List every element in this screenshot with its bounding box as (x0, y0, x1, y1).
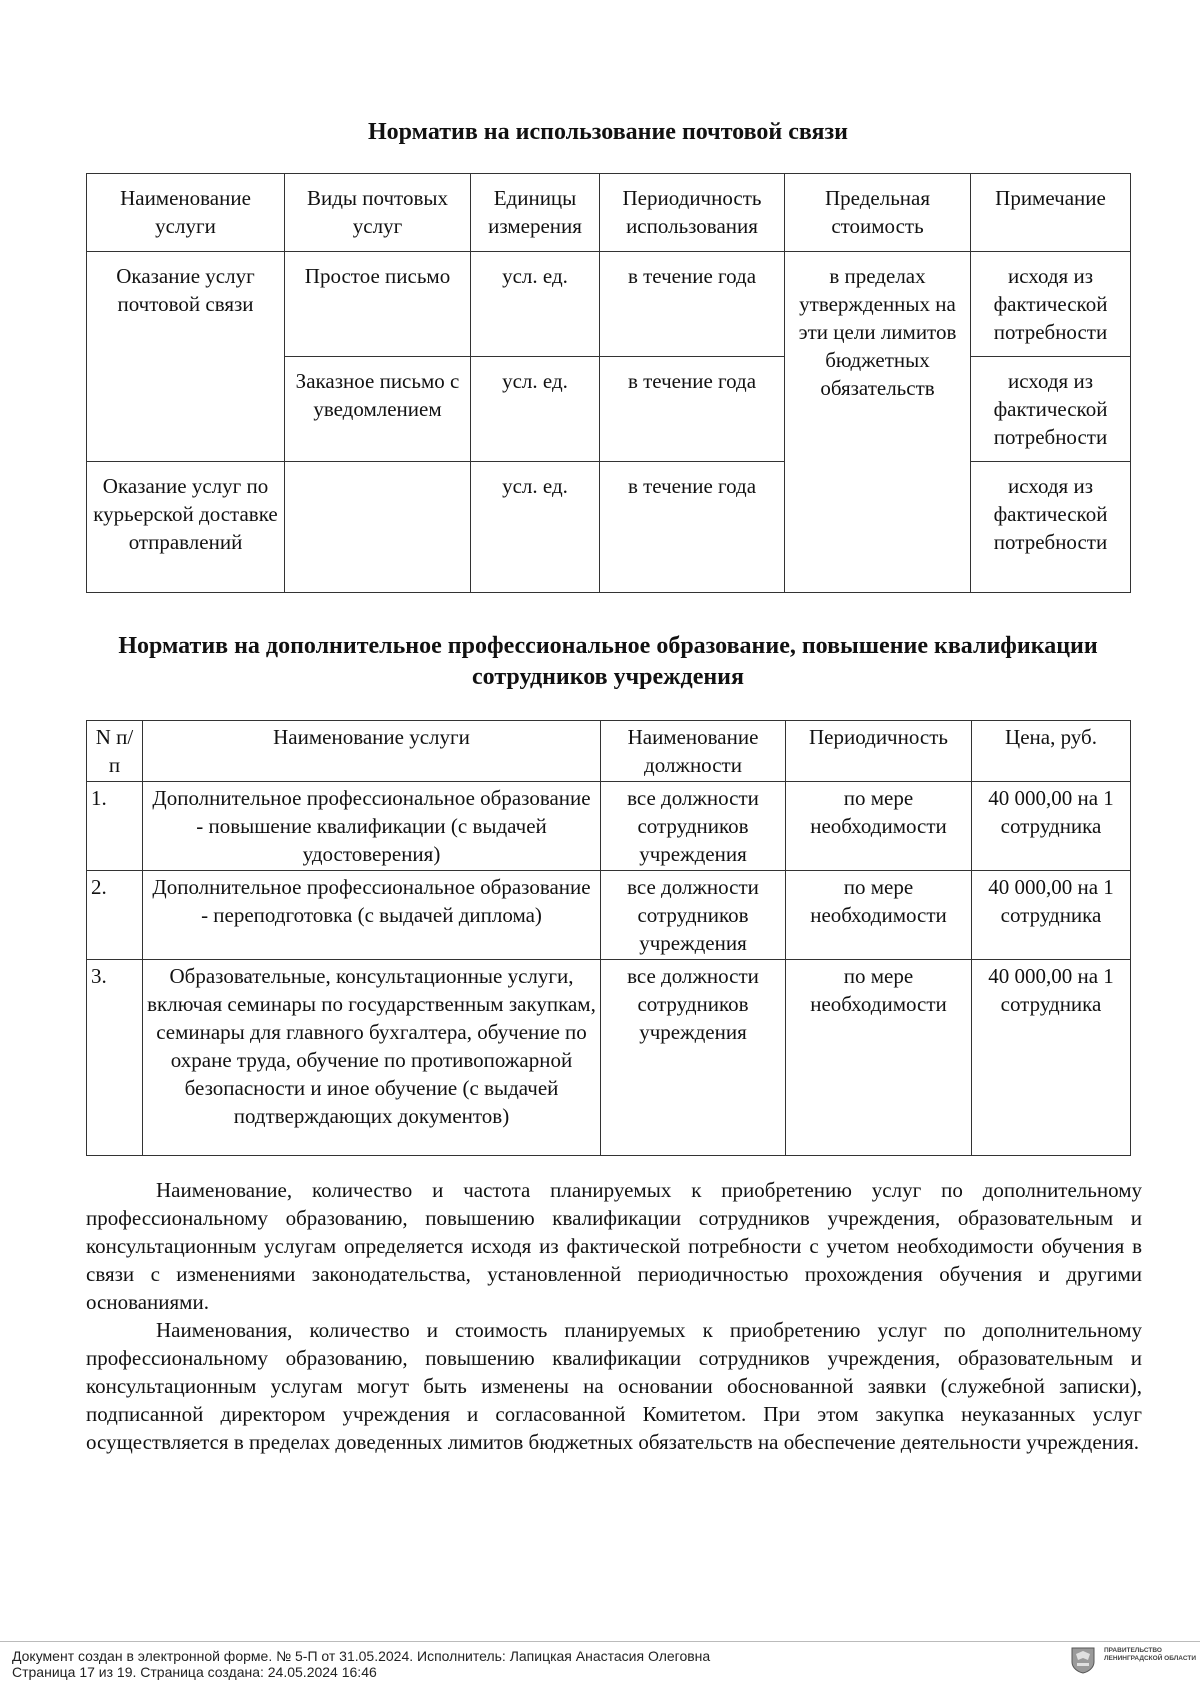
cell-type (285, 462, 471, 593)
cell-cost-limit: в пределах утвержденных на эти цели лимитов бюджетных обязательств (785, 252, 971, 593)
header-type: Виды почтовых услуг (285, 174, 471, 252)
cell-price: 40 000,00 на 1 сотрудника (972, 871, 1131, 960)
coat-of-arms-icon (1070, 1646, 1096, 1674)
cell-period: в течение года (600, 357, 785, 462)
table-header-row (87, 174, 1131, 252)
cell-service: Образовательные, консультационные услуги, включая семинары по государственным закупкам, семинары для главного бухгалтера, обучение по охране труда, обучение по противопожарной безопасности и иное обучение (с выдачей подтверждающих документов) (143, 960, 601, 1156)
header-position: Наименование должности (601, 721, 786, 782)
cell-period: в течение года (600, 462, 785, 593)
cell-position: все должности сотрудников учреждения (601, 871, 786, 960)
cell-price: 40 000,00 на 1 сотрудника (972, 782, 1131, 871)
cell-period: по мере необходимости (786, 782, 972, 871)
cell-position: все должности сотрудников учреждения (601, 960, 786, 1156)
government-logo-text: ПРАВИТЕЛЬСТВО ЛЕНИНГРАДСКОЙ ОБЛАСТИ (1104, 1647, 1196, 1662)
table-row (87, 252, 1131, 357)
cell-period: по мере необходимости (786, 960, 972, 1156)
cell-service: Дополнительное профессиональное образование - переподготовка (с выдачей диплома) (143, 871, 601, 960)
table-row (87, 462, 1131, 593)
cell-note: исходя из фактической потребности (971, 357, 1131, 462)
header-period: Периодичность (786, 721, 972, 782)
footer-line-2: Страница 17 из 19. Страница создана: 24.05.2024 16:46 (12, 1664, 377, 1680)
header-service: Наименование услуги (143, 721, 601, 782)
cell-price: 40 000,00 на 1 сотрудника (972, 960, 1131, 1156)
edu-norm-table (86, 720, 1131, 1156)
header-note: Примечание (971, 174, 1131, 252)
cell-unit: усл. ед. (471, 252, 600, 357)
cell-position: все должности сотрудников учреждения (601, 782, 786, 871)
header-service: Наименование услуги (87, 174, 285, 252)
cell-num: 3. (87, 960, 143, 1156)
header-period: Периодичность использования (600, 174, 785, 252)
cell-type: Заказное письмо с уведомлением (285, 357, 471, 462)
cell-num: 1. (87, 782, 143, 871)
cell-type: Простое письмо (285, 252, 471, 357)
header-unit: Единицы измерения (471, 174, 600, 252)
table-header-row (87, 721, 1131, 782)
table-row (87, 960, 1131, 1156)
cell-unit: усл. ед. (471, 357, 600, 462)
header-num: N п/п (87, 721, 143, 782)
footer-divider (0, 1641, 1200, 1642)
paragraph-1: Наименование, количество и частота планируемых к приобретению услуг по дополнительному профессиональному образованию, повышению квалификации сотрудников учреждения, образовательным и консультационным услугам определяется исходя из фактической потребности с учетом необходимости обучения в связи с изменениями законодательства, установленной периодичностью прохождения обучения и другими основаниями. (86, 1178, 1142, 1314)
footer-line-1: Документ создан в электронной форме. № 5-П от 31.05.2024. Исполнитель: Лапицкая Анастасия Олеговна (12, 1648, 711, 1664)
header-cost: Предельная стоимость (785, 174, 971, 252)
cell-note: исходя из фактической потребности (971, 252, 1131, 357)
cell-service: Оказание услуг по курьерской доставке отправлений (87, 462, 285, 593)
mail-section-title: Норматив на использование почтовой связи (368, 119, 848, 145)
cell-unit: усл. ед. (471, 462, 600, 593)
cell-note: исходя из фактической потребности (971, 462, 1131, 593)
cell-period: по мере необходимости (786, 871, 972, 960)
table-row (87, 871, 1131, 960)
header-price: Цена, руб. (972, 721, 1131, 782)
cell-period: в течение года (600, 252, 785, 357)
paragraph-2: Наименования, количество и стоимость планируемых к приобретению услуг по дополнительному профессиональному образованию, повышению квалификации сотрудников учреждения, образовательным и консультационным услугам могут быть изменены на основании обоснованной заявки (служебной записки), подписанной директором учреждения и согласованной Комитетом. При этом закупка неуказанных услуг осуществляется в пределах доведенных лимитов бюджетных обязательств на обеспечение деятельности учреждения. (86, 1318, 1142, 1454)
cell-service: Дополнительное профессиональное образование - повышение квалификации (с выдачей удостоверения) (143, 782, 601, 871)
cell-num: 2. (87, 871, 143, 960)
edu-section-title: Норматив на дополнительное профессиональное образование, повышение квалификации сотрудников учреждения (118, 633, 1098, 690)
cell-service: Оказание услуг почтовой связи (87, 252, 285, 462)
table-row (87, 782, 1131, 871)
mail-norm-table (86, 173, 1131, 593)
